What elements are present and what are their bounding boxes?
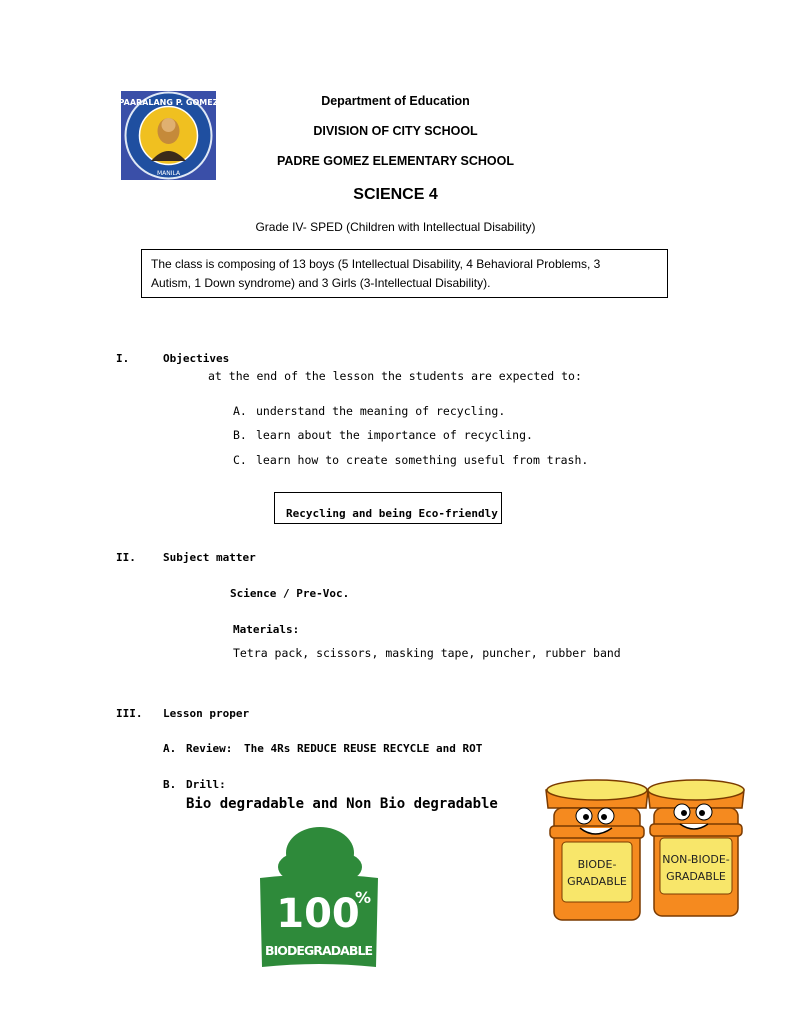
review-text: The 4Rs REDUCE REUSE RECYCLE and ROT xyxy=(244,742,483,755)
objective-marker-a: A. xyxy=(233,404,247,418)
section-number-objectives: I. xyxy=(116,352,130,365)
svg-text:BIODEGRADABLE: BIODEGRADABLE xyxy=(265,943,373,958)
biodegradable-badge-image xyxy=(258,823,380,973)
drill-text: Bio degradable and Non Bio degradable xyxy=(186,796,498,812)
objective-marker-b: B. xyxy=(233,428,247,442)
class-description-line-1: The class is composing of 13 boys (5 Intellectual Disability, 4 Behavioral Problems, 3 xyxy=(151,257,601,271)
drill-label: Drill: xyxy=(186,778,226,791)
grade-line: Grade IV- SPED (Children with Intellectual Disability) xyxy=(255,220,536,234)
topic-box: Recycling and being Eco-friendly xyxy=(274,492,502,524)
svg-text:GRADABLE: GRADABLE xyxy=(567,875,627,888)
review-marker: A. xyxy=(163,742,177,755)
class-description-line-2: Autism, 1 Down syndrome) and 3 Girls (3-Intellectual Disability). xyxy=(151,276,491,290)
objective-text-b: learn about the importance of recycling. xyxy=(256,428,533,442)
objective-marker-c: C. xyxy=(233,453,247,467)
section-title-subject: Subject matter xyxy=(163,551,256,564)
review-label: Review: xyxy=(186,742,233,755)
section-title-lesson: Lesson proper xyxy=(163,707,250,720)
materials-label: Materials: xyxy=(233,623,300,636)
division-heading: DIVISION OF CITY SCHOOL xyxy=(313,124,478,138)
drill-marker: B. xyxy=(163,778,177,791)
svg-text:%: % xyxy=(354,888,372,907)
svg-text:100: 100 xyxy=(276,891,360,937)
objectives-intro: at the end of the lesson the students are expected to: xyxy=(208,369,582,383)
objective-text-c: learn how to create something useful from trash. xyxy=(256,453,589,467)
section-title-objectives: Objectives xyxy=(163,352,230,365)
section-number-subject: II. xyxy=(116,551,136,564)
svg-text:PAARALANG P. GOMEZ: PAARALANG P. GOMEZ xyxy=(121,98,216,107)
svg-text:GRADABLE: GRADABLE xyxy=(666,870,726,883)
class-description-box xyxy=(141,249,668,298)
materials-list: Tetra pack, scissors, masking tape, puncher, rubber band xyxy=(233,646,621,660)
svg-text:NON-BIODE-: NON-BIODE- xyxy=(662,853,730,866)
subject-value: Science / Pre-Voc. xyxy=(230,587,350,600)
svg-text:MANILA: MANILA xyxy=(156,170,181,177)
department-heading: Department of Education xyxy=(321,94,470,108)
school-heading: PADRE GOMEZ ELEMENTARY SCHOOL xyxy=(276,154,515,168)
objective-text-a: understand the meaning of recycling. xyxy=(256,404,506,418)
section-number-lesson: III. xyxy=(116,707,143,720)
subject-title: SCIENCE 4 xyxy=(353,186,438,203)
svg-text:BIODE-: BIODE- xyxy=(577,858,617,871)
biodegradable-bins-illustration xyxy=(542,768,747,928)
